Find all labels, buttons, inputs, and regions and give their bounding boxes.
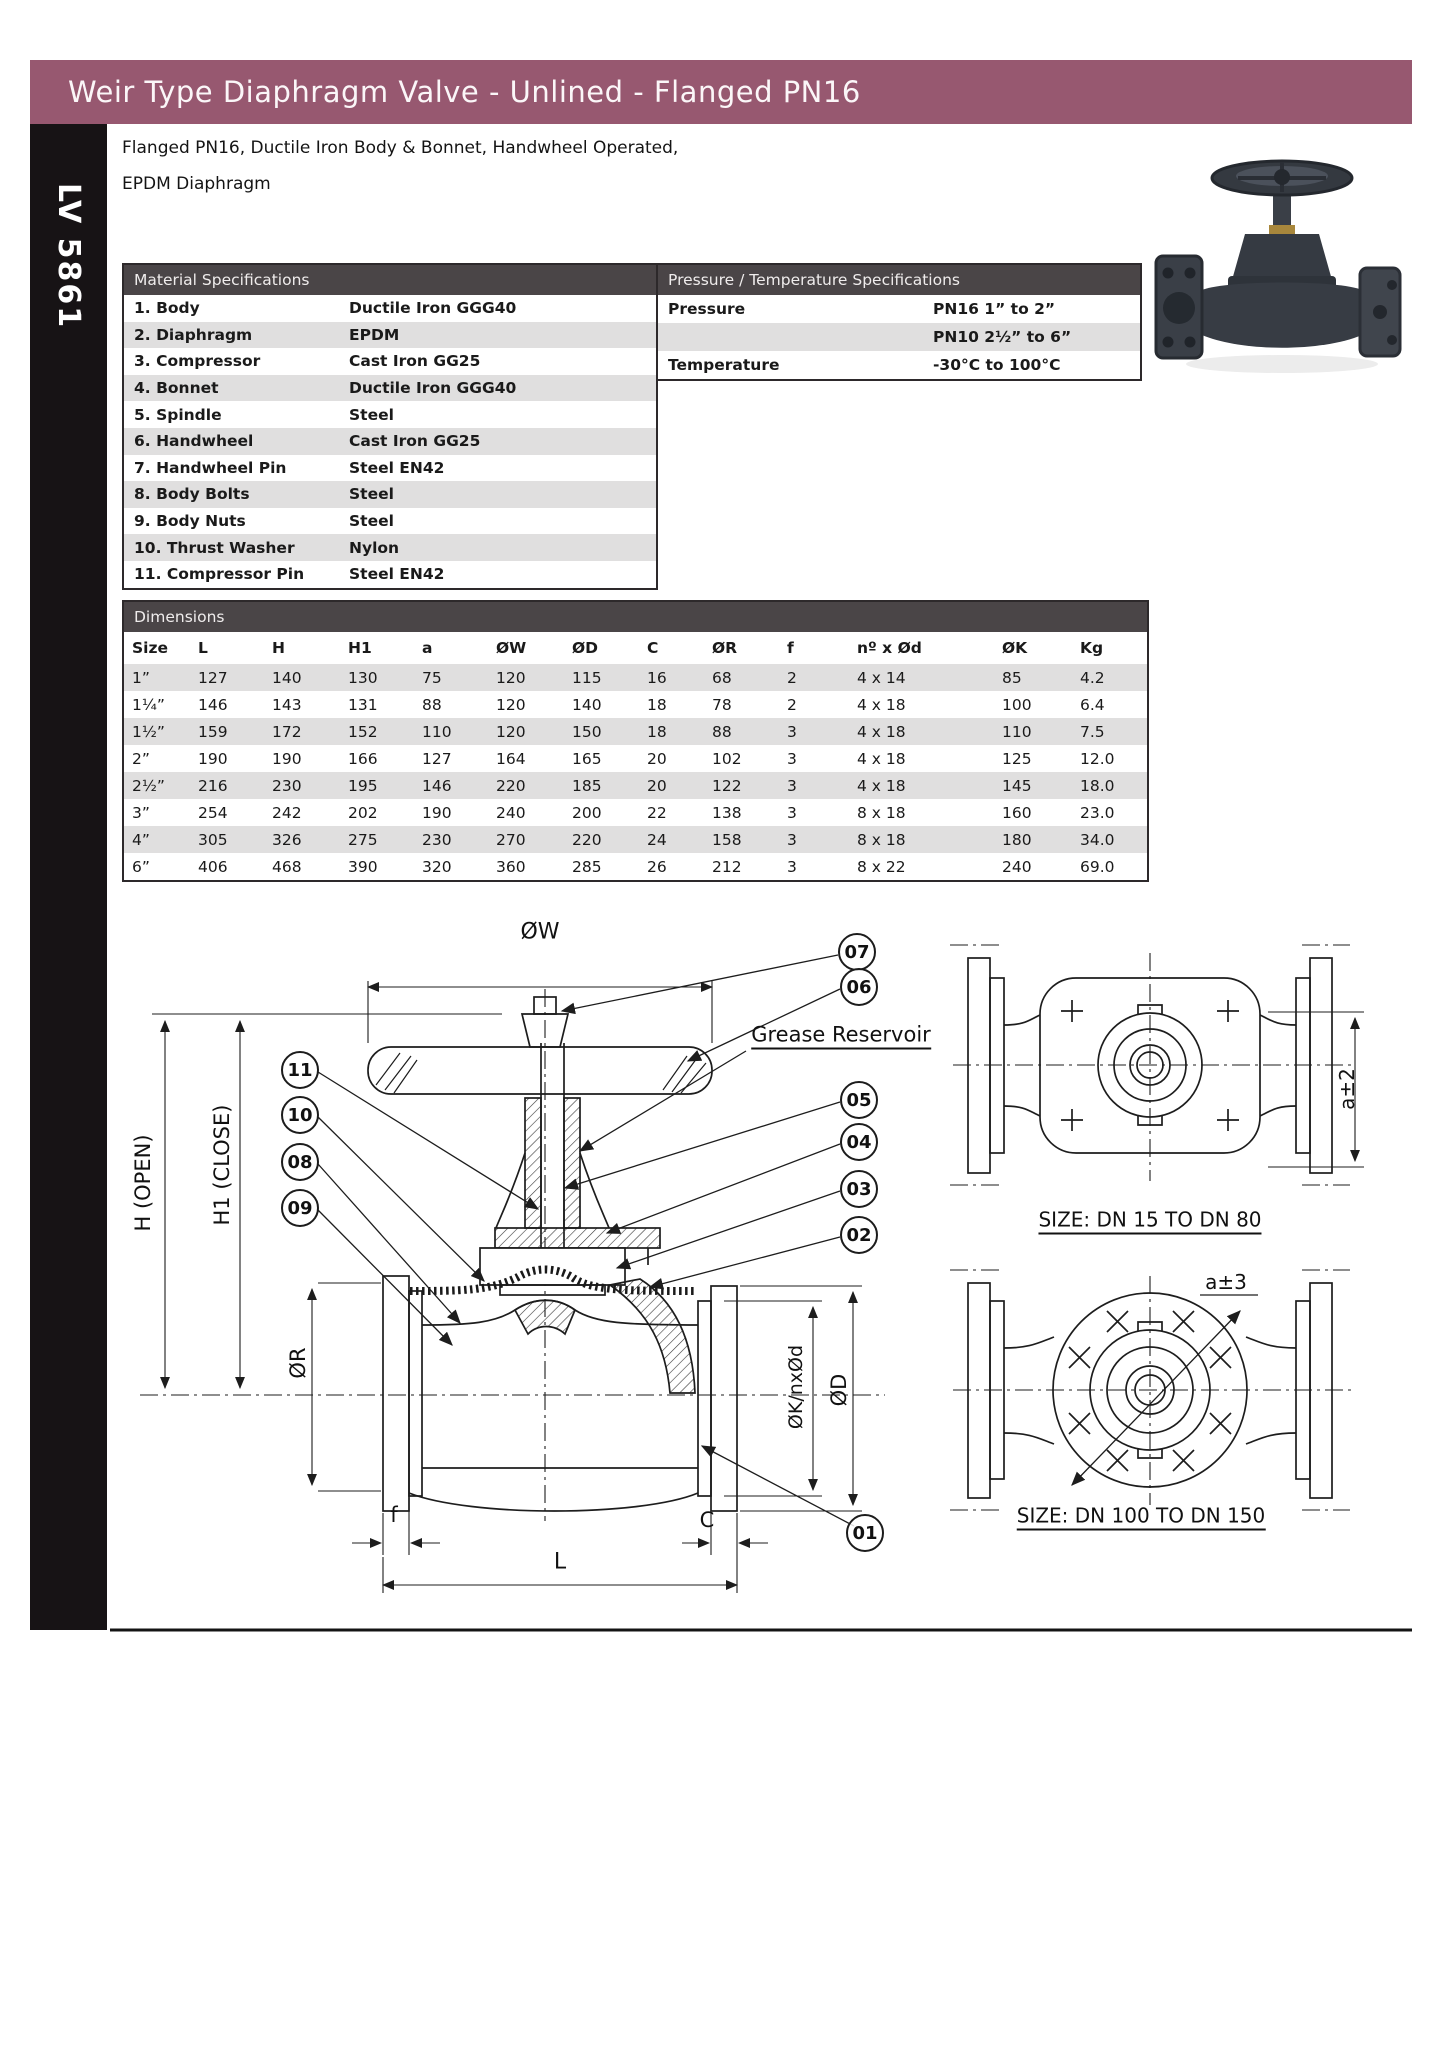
dimensions-cell: 23.0 [1080, 803, 1115, 822]
dimensions-cell: 122 [712, 776, 742, 795]
dimensions-cell: 164 [496, 749, 526, 768]
dimensions-cell: 4 x 18 [857, 749, 906, 768]
dimensions-cell: 190 [198, 749, 228, 768]
dim-label-c: C [699, 1508, 715, 1532]
dimensions-cell: 125 [1002, 749, 1032, 768]
pressure-temperature-rows [658, 295, 1140, 379]
table-row [124, 481, 656, 508]
dim-label-h1-close: H1 (CLOSE) [210, 1104, 234, 1226]
description-text [122, 130, 678, 202]
callout-04: 04 [840, 1123, 878, 1161]
dimensions-cell: 8 x 18 [857, 830, 906, 849]
description-line-1: Flanged PN16, Ductile Iron Body & Bonnet, Handwheel Operated, [122, 138, 679, 158]
dimensions-cell: 305 [198, 830, 228, 849]
spec-value: Steel [349, 405, 394, 424]
dimensions-cell: 212 [712, 857, 742, 876]
dimensions-cell: 202 [348, 803, 378, 822]
dimensions-cell: 190 [422, 803, 452, 822]
spec-value: EPDM [349, 325, 400, 344]
dimensions-cell: 320 [422, 857, 452, 876]
dimensions-cell: 140 [572, 695, 602, 714]
dimensions-cell: 160 [1002, 803, 1032, 822]
dimensions-cell: 4” [132, 830, 150, 849]
dim-label-a2: a±2 [1335, 1068, 1359, 1110]
dimensions-cell: 146 [198, 695, 228, 714]
dimensions-cell: 165 [572, 749, 602, 768]
dimensions-cell: 159 [198, 722, 228, 741]
dim-label-f: f [390, 1503, 398, 1527]
dimensions-column-header: nº x Ød [857, 639, 922, 657]
spec-value: Cast Iron GG25 [349, 352, 481, 371]
dimensions-column-header: L [198, 639, 208, 657]
dimensions-cell: 110 [1002, 722, 1032, 741]
dimensions-cell: 185 [572, 776, 602, 795]
table-row [124, 561, 656, 588]
pressure-temperature-header: Pressure / Temperature Specifications [658, 265, 1140, 295]
dimensions-cell: 3 [787, 722, 797, 741]
dimensions-cell: 145 [1002, 776, 1032, 795]
dimensions-cell: 242 [272, 803, 302, 822]
dimensions-cell: 180 [1002, 830, 1032, 849]
dimensions-cell: 8 x 18 [857, 803, 906, 822]
dimensions-cell: 4 x 18 [857, 695, 906, 714]
table-row [124, 534, 656, 561]
model-code: LV 5861 [51, 182, 86, 330]
dimensions-cell: 220 [496, 776, 526, 795]
dimensions-cell: 12.0 [1080, 749, 1115, 768]
technical-drawing [110, 893, 1415, 1638]
dimensions-column-header: Kg [1080, 639, 1104, 657]
dimensions-cell: 270 [496, 830, 526, 849]
dimensions-cell: 140 [272, 668, 302, 687]
dimensions-cell: 1” [132, 668, 150, 687]
dimensions-cell: 285 [572, 857, 602, 876]
spec-value: Ductile Iron GGG40 [349, 379, 517, 398]
spec-value: Steel EN42 [349, 458, 445, 477]
table-row [658, 351, 1140, 379]
dimensions-cell: 150 [572, 722, 602, 741]
dimensions-cell: 390 [348, 857, 378, 876]
dimensions-cell: 326 [272, 830, 302, 849]
dim-label-a3: a±3 [1205, 1270, 1247, 1294]
dimensions-column-header: ØW [496, 639, 527, 657]
dimensions-column-header: ØK [1002, 639, 1028, 657]
dimensions-cell: 16 [647, 668, 667, 687]
dimensions-cell: 120 [496, 695, 526, 714]
spec-name: Pressure [668, 300, 746, 318]
table-row [658, 295, 1140, 323]
dimensions-rows [124, 664, 1147, 880]
table-row [124, 664, 1147, 691]
dimensions-cell: 34.0 [1080, 830, 1115, 849]
dimensions-cell: 131 [348, 695, 378, 714]
callout-07: 07 [838, 933, 876, 971]
dim-label-l: L [553, 1549, 567, 1575]
callout-03: 03 [840, 1170, 878, 1208]
dimensions-cell: 138 [712, 803, 742, 822]
page-title: Weir Type Diaphragm Valve - Unlined - Flanged PN16 [68, 75, 861, 109]
callout-11: 11 [281, 1051, 319, 1089]
dimensions-cell: 100 [1002, 695, 1032, 714]
spec-name: 11. Compressor Pin [134, 565, 305, 584]
dimensions-cell: 20 [647, 776, 667, 795]
dimensions-cell: 127 [422, 749, 452, 768]
table-row [124, 826, 1147, 853]
spec-value: Steel [349, 512, 394, 531]
table-row [124, 455, 656, 482]
dimensions-cell: 3” [132, 803, 150, 822]
model-code-sidebar [30, 124, 107, 1630]
dimensions-column-header: ØD [572, 639, 599, 657]
dimensions-cell: 130 [348, 668, 378, 687]
table-row [124, 718, 1147, 745]
dimensions-cell: 3 [787, 749, 797, 768]
dimensions-cell: 360 [496, 857, 526, 876]
dimensions-header: Dimensions [124, 602, 1147, 632]
dimensions-cell: 18.0 [1080, 776, 1115, 795]
dimensions-cell: 4 x 18 [857, 722, 906, 741]
dimensions-cell: 102 [712, 749, 742, 768]
dimensions-cell: 68 [712, 668, 732, 687]
dimensions-cell: 2 [787, 668, 797, 687]
table-row [124, 375, 656, 402]
spec-name: Temperature [668, 356, 780, 374]
dimensions-cell: 230 [422, 830, 452, 849]
callout-08: 08 [281, 1143, 319, 1181]
dimensions-cell: 230 [272, 776, 302, 795]
spec-value: PN16 1” to 2” [933, 300, 1056, 318]
valve-photo-illustration [1140, 128, 1425, 383]
dimensions-cell: 85 [1002, 668, 1022, 687]
spec-name: 2. Diaphragm [134, 325, 253, 344]
dimensions-cell: 468 [272, 857, 302, 876]
spec-name: 10. Thrust Washer [134, 538, 295, 557]
table-row [658, 323, 1140, 351]
spec-value: Nylon [349, 538, 400, 557]
dimensions-cell: 146 [422, 776, 452, 795]
dim-label-or: ØR [286, 1347, 310, 1379]
dimensions-cell: 26 [647, 857, 667, 876]
material-specifications-rows [124, 295, 656, 588]
table-row [124, 691, 1147, 718]
dimensions-cell: 78 [712, 695, 732, 714]
dimensions-cell: 406 [198, 857, 228, 876]
spec-name: 8. Body Bolts [134, 485, 250, 504]
callout-09: 09 [281, 1189, 319, 1227]
spec-name: 1. Body [134, 299, 200, 318]
title-bar [30, 60, 1412, 124]
dimensions-cell: 4.2 [1080, 668, 1105, 687]
dimensions-cell: 1¼” [132, 695, 165, 714]
dimensions-cell: 115 [572, 668, 602, 687]
callout-10: 10 [281, 1096, 319, 1134]
grease-reservoir-label: Grease Reservoir [751, 1023, 931, 1050]
dimensions-column-header: H1 [348, 639, 372, 657]
callout-01: 01 [846, 1514, 884, 1552]
dimensions-cell: 110 [422, 722, 452, 741]
product-photo [1140, 128, 1425, 383]
dimensions-table [122, 600, 1149, 882]
table-row [124, 322, 656, 349]
dim-label-od: ØD [827, 1373, 851, 1407]
table-row [124, 772, 1147, 799]
spec-name: 7. Handwheel Pin [134, 458, 287, 477]
dimensions-cell: 3 [787, 830, 797, 849]
dimensions-cell: 8 x 22 [857, 857, 906, 876]
size-label-large-range: SIZE: DN 100 TO DN 150 [1017, 1504, 1266, 1531]
dimensions-cell: 2½” [132, 776, 165, 795]
callout-06: 06 [840, 968, 878, 1006]
description-line-2: EPDM Diaphragm [122, 174, 271, 194]
dimensions-cell: 1½” [132, 722, 165, 741]
material-specifications-header: Material Specifications [124, 265, 656, 295]
table-row [124, 508, 656, 535]
spec-name: 9. Body Nuts [134, 512, 246, 531]
dimensions-cell: 166 [348, 749, 378, 768]
dimensions-cell: 18 [647, 722, 667, 741]
dimensions-cell: 275 [348, 830, 378, 849]
dimensions-cell: 18 [647, 695, 667, 714]
spec-name: 4. Bonnet [134, 379, 219, 398]
dimensions-cell: 195 [348, 776, 378, 795]
spec-name: 5. Spindle [134, 405, 222, 424]
dimensions-cell: 240 [1002, 857, 1032, 876]
table-row [124, 853, 1147, 880]
dimensions-cell: 3 [787, 803, 797, 822]
dimensions-cell: 220 [572, 830, 602, 849]
dimensions-cell: 4 x 18 [857, 776, 906, 795]
size-label-small-range: SIZE: DN 15 TO DN 80 [1038, 1208, 1261, 1235]
spec-value: Steel [349, 485, 394, 504]
dimensions-cell: 254 [198, 803, 228, 822]
callout-02: 02 [840, 1216, 878, 1254]
dimensions-cell: 216 [198, 776, 228, 795]
table-row [124, 745, 1147, 772]
dim-label-ow: ØW [520, 919, 560, 945]
table-row [124, 401, 656, 428]
dimensions-cell: 200 [572, 803, 602, 822]
dimensions-cell: 22 [647, 803, 667, 822]
dimensions-column-header: a [422, 639, 433, 657]
table-row [124, 348, 656, 375]
dimensions-column-header: ØR [712, 639, 738, 657]
table-row [124, 428, 656, 455]
dimensions-cell: 20 [647, 749, 667, 768]
dimensions-cell: 2 [787, 695, 797, 714]
dimensions-column-header: C [647, 639, 659, 657]
spec-value: Steel EN42 [349, 565, 445, 584]
spec-value: Cast Iron GG25 [349, 432, 481, 451]
material-specifications-table [122, 263, 658, 590]
table-row [124, 799, 1147, 826]
dimensions-cell: 3 [787, 857, 797, 876]
spec-value: Ductile Iron GGG40 [349, 299, 517, 318]
dimensions-column-header: Size [132, 639, 169, 657]
dimensions-cell: 120 [496, 722, 526, 741]
dim-label-ok-nxod: ØK/nxØd [785, 1344, 807, 1430]
dimensions-cell: 127 [198, 668, 228, 687]
dimensions-cell: 2” [132, 749, 150, 768]
dimensions-column-headers [124, 632, 1147, 664]
dimensions-cell: 75 [422, 668, 442, 687]
spec-value: -30°C to 100°C [933, 356, 1061, 374]
dimensions-cell: 240 [496, 803, 526, 822]
dimensions-cell: 7.5 [1080, 722, 1105, 741]
pressure-temperature-table [656, 263, 1142, 381]
dimensions-cell: 152 [348, 722, 378, 741]
dimensions-cell: 4 x 14 [857, 668, 906, 687]
dimensions-cell: 143 [272, 695, 302, 714]
dimensions-cell: 3 [787, 776, 797, 795]
table-row [124, 295, 656, 322]
dimensions-column-header: H [272, 639, 285, 657]
dimensions-cell: 69.0 [1080, 857, 1115, 876]
dim-label-h-open: H (OPEN) [131, 1134, 155, 1232]
dimensions-column-header: f [787, 639, 794, 657]
dimensions-cell: 172 [272, 722, 302, 741]
dimensions-cell: 24 [647, 830, 667, 849]
callout-05: 05 [840, 1081, 878, 1119]
spec-name: 3. Compressor [134, 352, 261, 371]
dimensions-cell: 120 [496, 668, 526, 687]
dimensions-cell: 6.4 [1080, 695, 1105, 714]
spec-value: PN10 2½” to 6” [933, 328, 1072, 346]
dimensions-cell: 88 [712, 722, 732, 741]
dimensions-cell: 158 [712, 830, 742, 849]
dimensions-cell: 6” [132, 857, 150, 876]
dimensions-cell: 88 [422, 695, 442, 714]
spec-name: 6. Handwheel [134, 432, 254, 451]
dimensions-cell: 190 [272, 749, 302, 768]
